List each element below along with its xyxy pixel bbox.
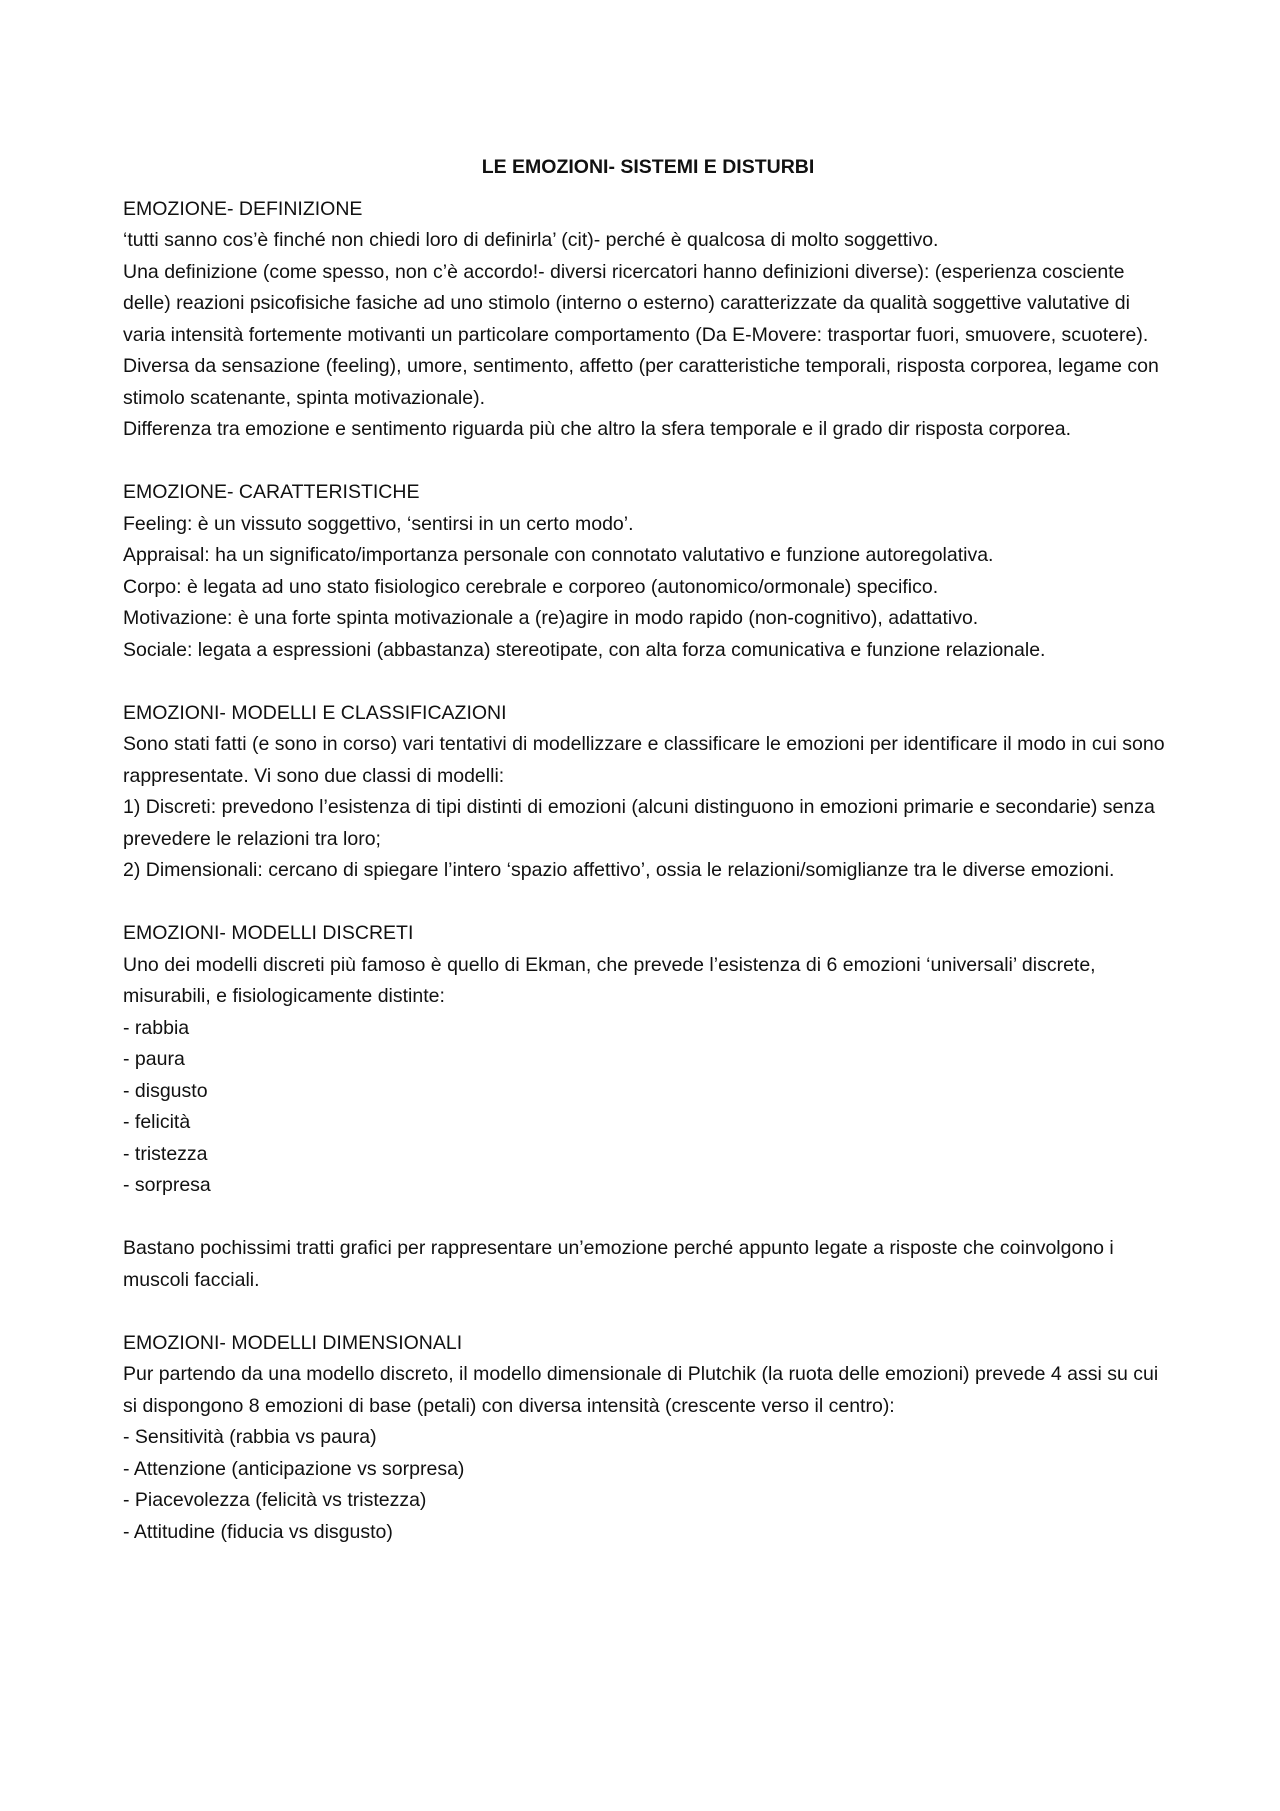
- section-caratteristiche: [123, 477, 1173, 666]
- section-heading: EMOZIONE- CARATTERISTICHE: [123, 481, 420, 503]
- paragraph: Sociale: legata a espressioni (abbastanza) stereotipate, con alta forza comunicativa e funzione relazionale.: [123, 638, 1046, 661]
- list-item: - felicità: [123, 1111, 191, 1133]
- paragraph: Motivazione: è una forte spinta motivazionale a (re)agire in modo rapido (non-cognitivo), adattativo.: [123, 607, 979, 629]
- section-heading: EMOZIONI- MODELLI DIMENSIONALI: [123, 1331, 463, 1354]
- list-item: - tristezza: [123, 1142, 208, 1165]
- emotion-list: [123, 1013, 1173, 1202]
- list-item: - Sensitività (rabbia vs paura): [123, 1426, 377, 1448]
- section-modelli-dimensionali: [123, 1328, 1173, 1549]
- section-definizione: [123, 194, 1173, 446]
- list-item: - paura: [123, 1048, 185, 1070]
- axis-list: [123, 1422, 1173, 1548]
- list-item: - sorpresa: [123, 1174, 211, 1196]
- paragraph: Differenza tra emozione e sentimento riguarda più che altro la sfera temporale e il grado dir risposta corporea.: [123, 418, 1072, 440]
- list-item: - rabbia: [123, 1016, 190, 1039]
- paragraph: 2) Dimensionali: cercano di spiegare l’intero ‘spazio affettivo’, ossia le relazioni/somiglianze tra le diverse emozioni.: [123, 859, 1115, 881]
- section-modelli-classificazioni: [123, 698, 1173, 887]
- paragraph: ‘tutti sanno cos’è finché non chiedi loro di definirla’ (cit)- perché è qualcosa di molto soggettivo.: [123, 229, 939, 251]
- paragraph: Diversa da sensazione (feeling), umore, sentimento, affetto (per caratteristiche temporali, risposta corporea, legame con stimolo scatenante, spinta motivazionale).: [123, 355, 1159, 409]
- paragraph: Corpo: è legata ad uno stato fisiologico cerebrale e corporeo (autonomico/ormonale) specifico.: [123, 575, 939, 598]
- section-heading: EMOZIONE- DEFINIZIONE: [123, 197, 363, 220]
- paragraph: Sono stati fatti (e sono in corso) vari tentativi di modellizzare e classificare le emozioni per identificare il modo in cui sono rappresentate. Vi sono due classi di modelli:: [123, 733, 1165, 787]
- section-heading: EMOZIONI- MODELLI E CLASSIFICAZIONI: [123, 701, 507, 724]
- paragraph: Pur partendo da una modello discreto, il modello dimensionale di Plutchik (la ruota delle emozioni) prevede 4 assi su cui si dispongono 8 emozioni di base (petali) con diversa intensità (crescente verso il centro):: [123, 1363, 1159, 1417]
- document-page: [123, 152, 1173, 1580]
- paragraph: Feeling: è un vissuto soggettivo, ‘sentirsi in un certo modo’.: [123, 512, 634, 535]
- section-modelli-discreti: [123, 918, 1173, 1296]
- list-item: - Attitudine (fiducia vs disgusto): [123, 1520, 393, 1543]
- paragraph: 1) Discreti: prevedono l’esistenza di tipi distinti di emozioni (alcuni distinguono in emozioni primarie e secondarie) senza prevedere le relazioni tra loro;: [123, 796, 1155, 850]
- paragraph: Uno dei modelli discreti più famoso è quello di Ekman, che prevede l’esistenza di 6 emozioni ‘universali’ discrete, misurabili, e fisiologicamente distinte:: [123, 953, 1096, 1007]
- list-item: - disgusto: [123, 1079, 208, 1102]
- list-item: - Piacevolezza (felicità vs tristezza): [123, 1489, 427, 1511]
- list-item: - Attenzione (anticipazione vs sorpresa): [123, 1457, 465, 1480]
- blank-line: [123, 1202, 1173, 1234]
- paragraph: Appraisal: ha un significato/importanza personale con connotato valutativo e funzione autoregolativa.: [123, 544, 994, 566]
- paragraph: Bastano pochissimi tratti grafici per rappresentare un’emozione perché appunto legate a risposte che coinvolgono i muscoli facciali.: [123, 1237, 1114, 1291]
- section-heading: EMOZIONI- MODELLI DISCRETI: [123, 922, 414, 944]
- paragraph: Una definizione (come spesso, non c’è accordo!- diversi ricercatori hanno definizioni diverse): (esperienza cosciente delle) reazioni psicofisiche fasiche ad uno stimolo (interno o esterno) caratterizzate da qualità soggettive valutative di varia intensità fortemente motivanti un particolare comportamento (Da E-Movere: trasportar fuori, smuovere, scuotere).: [123, 260, 1149, 346]
- document-title: LE EMOZIONI- SISTEMI E DISTURBI: [481, 156, 815, 178]
